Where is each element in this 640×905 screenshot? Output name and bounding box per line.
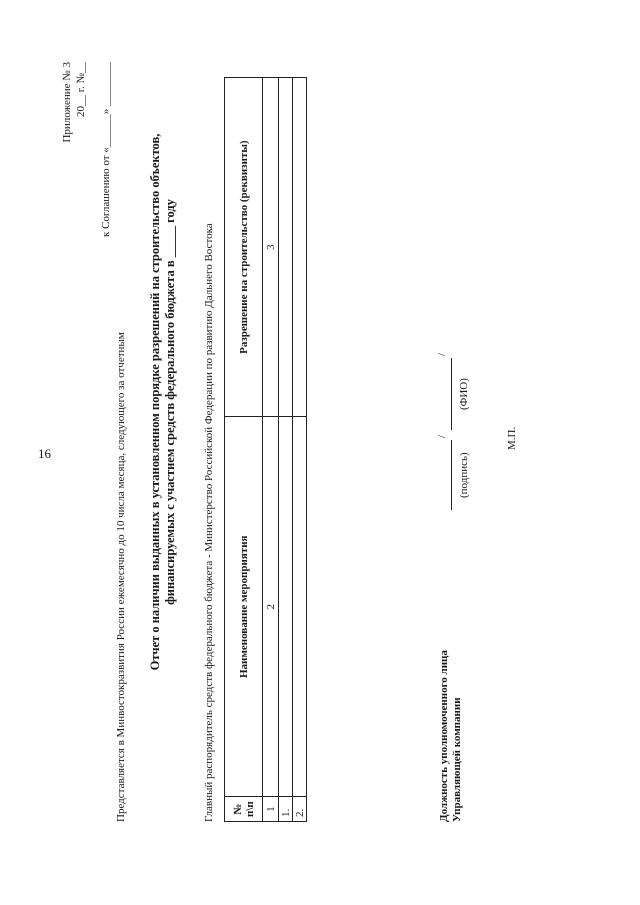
rotated-form [60,42,580,862]
name-end-slash: / [436,352,448,356]
table-header-row [225,78,263,822]
row-permit-cell[interactable] [293,78,307,417]
appendix-header [60,62,88,143]
name-caption: (ФИО) [458,378,470,410]
header-activity: Наименование мероприятия [225,417,263,797]
row-activity-cell[interactable] [279,417,293,797]
signature-caption: (подпись) [458,452,470,498]
budget-distributor: Главный распорядитель средств федерального бюджета - Министерство Российской Федерации по развитию Дальнего Востока [203,223,215,822]
header-permit: Разрешение на строительство (реквизиты) [225,78,263,417]
table-column-numbers [263,78,279,822]
signature-line[interactable] [451,440,452,510]
col-number-3: 3 [263,78,279,417]
report-table [224,77,307,822]
appendix-date-line: 20__ г. №__ [75,62,87,118]
signatory-line2: Управляющей компании [451,697,463,822]
col-number-2: 2 [263,417,279,797]
report-title-line1: Отчет о наличии выданных в установленном порядке разрешений на строительство объектов, [148,133,162,671]
agreement-reference: к Соглашению от «______» ________ [100,62,112,238]
report-title [148,122,178,682]
signatory-position [438,650,464,822]
seal-mark: М.П. [506,426,518,450]
signature-separator: / [436,434,448,438]
header-number: № п\п [225,797,263,822]
appendix-number: Приложение № 3 [61,62,73,143]
submission-note: Представляется в Минвостокразвития России ежемесячно до 10 числа месяца, следующего за отчетным [115,332,127,822]
row-activity-cell[interactable] [293,417,307,797]
page-number: 16 [38,446,51,461]
name-line[interactable] [451,358,452,430]
row-number: 1. [279,797,293,822]
table-row [293,78,307,822]
report-title-line2: финансируемых с участием средств федерального бюджета в _____ году [163,199,177,605]
row-number: 2. [293,797,307,822]
table-row [279,78,293,822]
col-number-1: 1 [263,797,279,822]
row-permit-cell[interactable] [279,78,293,417]
signatory-line1: Должность уполномоченного лица [438,650,450,822]
